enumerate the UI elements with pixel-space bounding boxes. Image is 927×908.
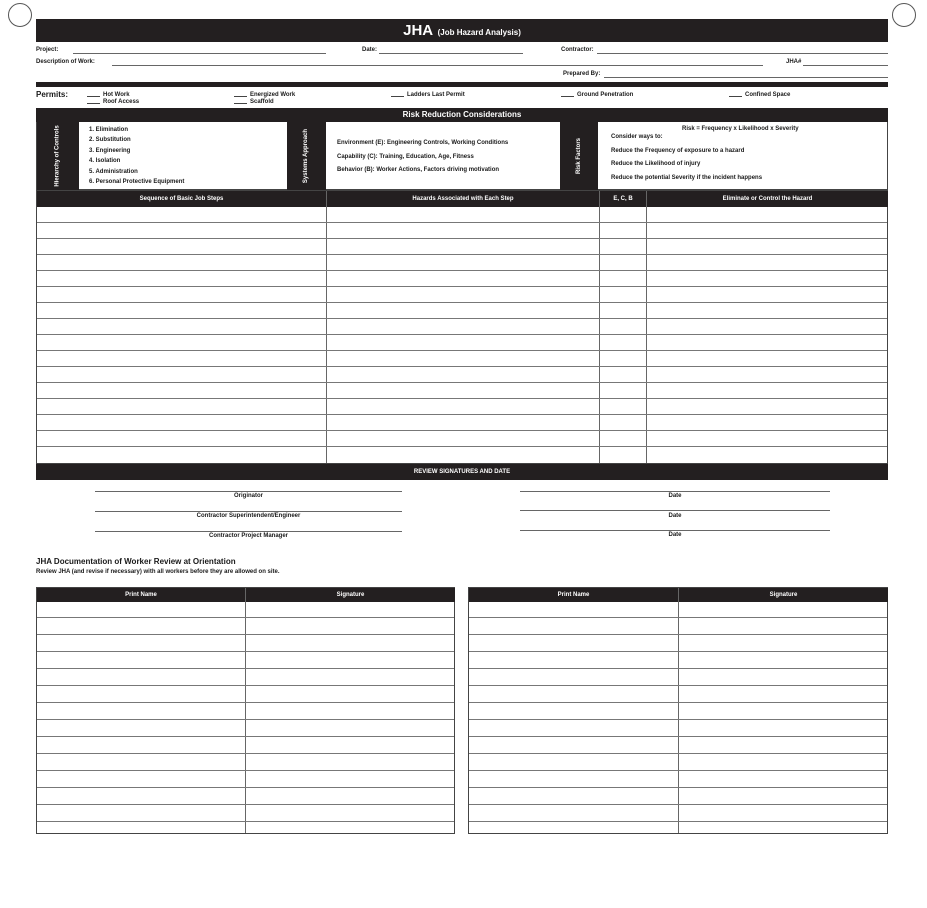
table-row[interactable] xyxy=(37,270,887,271)
permit-roof-access-label: Roof Access xyxy=(103,99,140,105)
superintendent-signature-line[interactable] xyxy=(95,511,402,512)
systems-approach-label xyxy=(287,122,326,190)
table-row[interactable] xyxy=(469,617,887,618)
risk-item: Reduce the Likelihood of injury xyxy=(611,161,701,168)
table-row[interactable] xyxy=(469,804,887,805)
worker-review-table-right xyxy=(468,587,888,834)
table-row[interactable] xyxy=(37,446,887,447)
date-label: Date xyxy=(668,513,682,519)
project-label: Project: xyxy=(36,47,59,53)
table-row[interactable] xyxy=(37,398,887,399)
originator-label: Originator xyxy=(233,493,263,499)
table-row[interactable] xyxy=(469,736,887,737)
table-row[interactable] xyxy=(37,753,454,754)
permit-hot-work-label: Hot Work xyxy=(103,92,130,98)
originator-date-line[interactable] xyxy=(520,491,830,492)
column-header-signature: Signature xyxy=(246,588,455,602)
table-row[interactable] xyxy=(37,736,454,737)
prepared-by-label: Prepared By: xyxy=(563,71,601,77)
permit-hot-work[interactable] xyxy=(87,92,130,98)
table-row[interactable] xyxy=(37,366,887,367)
table-row[interactable] xyxy=(37,382,887,383)
hierarchy-item: 5. Administration xyxy=(89,168,138,175)
hierarchy-of-controls-label xyxy=(37,122,79,190)
table-row[interactable] xyxy=(469,668,887,669)
table-row[interactable] xyxy=(37,770,454,771)
systems-item: Environment (E): Engineering Controls, Working Conditions xyxy=(337,140,509,146)
permits-label: Permits: xyxy=(36,90,69,99)
contractor-label: Contractor: xyxy=(561,47,594,53)
table-row[interactable] xyxy=(37,821,454,822)
header-divider xyxy=(36,82,888,87)
table-row[interactable] xyxy=(469,634,887,635)
table-row[interactable] xyxy=(37,617,454,618)
hierarchy-item: 6. Personal Protective Equipment xyxy=(89,179,185,186)
systems-list xyxy=(337,137,508,178)
permit-confined-space-label: Confined Space xyxy=(745,92,791,98)
column-header-print-name: Print Name xyxy=(37,588,245,602)
column-divider xyxy=(326,191,327,463)
column-header-signature: Signature xyxy=(679,588,888,602)
table-row[interactable] xyxy=(469,821,887,822)
hierarchy-item: 2. Substitution xyxy=(89,137,131,144)
project-manager-label: Contractor Project Manager xyxy=(208,533,289,539)
risk-item: Reduce the potential Severity if the incident happens xyxy=(611,175,763,182)
table-row[interactable] xyxy=(37,238,887,239)
column-divider xyxy=(678,588,679,833)
column-header-hazards: Hazards Associated with Each Step xyxy=(327,191,599,207)
table-row[interactable] xyxy=(37,350,887,351)
contractor-field[interactable] xyxy=(597,53,888,54)
table-row[interactable] xyxy=(469,753,887,754)
table-row[interactable] xyxy=(469,719,887,720)
job-steps-table xyxy=(36,190,888,464)
table-row[interactable] xyxy=(469,787,887,788)
column-divider xyxy=(599,191,600,463)
column-divider xyxy=(646,191,647,463)
originator-signature-line[interactable] xyxy=(95,491,402,492)
hierarchy-of-controls-text: Hierarchy of Controls xyxy=(55,125,62,187)
table-row[interactable] xyxy=(37,651,454,652)
permit-ladders-label: Ladders Last Permit xyxy=(407,92,465,98)
risk-factors-label xyxy=(560,122,598,190)
hierarchy-item: 4. Isolation xyxy=(89,158,121,165)
date-label: Date: xyxy=(362,47,378,53)
review-signatures-header: REVIEW SIGNATURES AND DATE xyxy=(36,464,888,480)
orientation-title: JHA Documentation of Worker Review at Orientation xyxy=(36,557,236,566)
date-label: Date xyxy=(668,532,682,538)
permit-ground-penetration-label: Ground Penetration xyxy=(577,92,634,98)
risk-item: Consider ways to: xyxy=(611,134,663,140)
risk-reduction-box xyxy=(36,122,888,190)
table-row[interactable] xyxy=(37,222,887,223)
permit-energized-work-label: Energized Work xyxy=(250,92,296,98)
table-row[interactable] xyxy=(37,302,887,303)
permit-scaffold-label: Scaffold xyxy=(250,99,274,105)
hierarchy-item: 1. Elimination xyxy=(89,127,129,133)
risk-reduction-header: Risk Reduction Considerations xyxy=(36,108,888,122)
risk-factors-text: Risk Factors xyxy=(575,137,582,175)
table-row[interactable] xyxy=(37,334,887,335)
table-row[interactable] xyxy=(37,787,454,788)
date-label: Date xyxy=(668,493,682,499)
table-row[interactable] xyxy=(469,770,887,771)
jha-number-field[interactable] xyxy=(803,65,888,66)
table-row[interactable] xyxy=(37,685,454,686)
table-row[interactable] xyxy=(37,318,887,319)
column-header-print-name: Print Name xyxy=(469,588,678,602)
project-manager-signature-line[interactable] xyxy=(95,531,402,532)
project-field[interactable] xyxy=(73,53,326,54)
form-title: JHA xyxy=(403,22,434,39)
table-row[interactable] xyxy=(469,651,887,652)
systems-item: Capability (C): Training, Education, Age, Fitness xyxy=(337,153,474,160)
table-row[interactable] xyxy=(469,702,887,703)
table-row[interactable] xyxy=(37,286,887,287)
description-label: Description of Work: xyxy=(36,59,95,65)
column-header-ecb: E, C, B xyxy=(600,191,646,207)
table-row[interactable] xyxy=(37,414,887,415)
risk-factors-list xyxy=(611,131,762,186)
punch-hole-left-icon xyxy=(8,3,32,27)
description-field[interactable] xyxy=(112,65,763,66)
systems-approach-text: Systems Approach xyxy=(303,128,310,184)
table-row[interactable] xyxy=(37,430,887,431)
hierarchy-list xyxy=(89,125,184,187)
table-row[interactable] xyxy=(37,634,454,635)
column-header-eliminate-control: Eliminate or Control the Hazard xyxy=(647,191,888,207)
jha-number-label: JHA# xyxy=(786,59,802,65)
hierarchy-item: 3. Engineering xyxy=(89,147,131,154)
orientation-note: Review JHA (and revise if necessary) with all workers before they are allowed on site. xyxy=(36,569,280,575)
date-field[interactable] xyxy=(379,53,523,54)
superintendent-date-line[interactable] xyxy=(520,510,830,511)
table-row[interactable] xyxy=(37,254,887,255)
table-row[interactable] xyxy=(37,719,454,720)
risk-formula: Risk = Frequency x Likelihood x Severity xyxy=(682,126,799,132)
prepared-by-field[interactable] xyxy=(604,77,888,78)
form-subtitle: (Job Hazard Analysis) xyxy=(437,28,521,37)
superintendent-label: Contractor Superintendent/Engineer xyxy=(196,513,301,519)
permit-roof-access[interactable] xyxy=(87,99,139,105)
worker-review-table-left xyxy=(36,587,455,834)
table-row[interactable] xyxy=(37,668,454,669)
permit-confined-space[interactable] xyxy=(729,92,790,98)
form-title-bar xyxy=(36,19,888,42)
risk-item: Reduce the Frequency of exposure to a hazard xyxy=(611,147,745,154)
permit-energized-work[interactable] xyxy=(234,92,295,98)
column-header-job-steps: Sequence of Basic Job Steps xyxy=(37,191,326,207)
column-divider xyxy=(245,588,246,833)
table-row[interactable] xyxy=(37,804,454,805)
systems-item: Behavior (B): Worker Actions, Factors driving motivation xyxy=(337,167,500,173)
table-row[interactable] xyxy=(37,702,454,703)
punch-hole-right-icon xyxy=(892,3,916,27)
project-manager-date-line[interactable] xyxy=(520,530,830,531)
permit-ground-penetration[interactable] xyxy=(561,92,633,98)
table-row[interactable] xyxy=(469,685,887,686)
permit-ladders[interactable] xyxy=(391,92,465,98)
permit-scaffold[interactable] xyxy=(234,99,274,105)
